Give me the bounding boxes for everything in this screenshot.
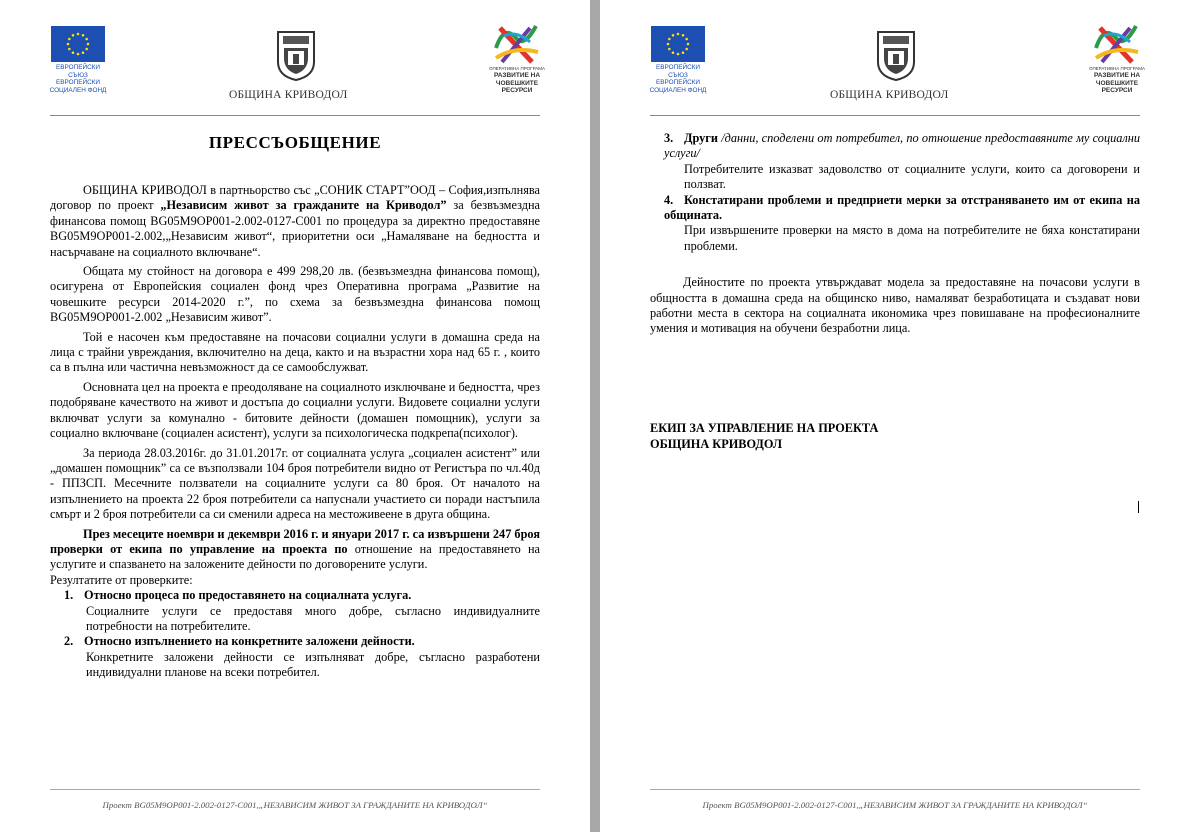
municipality-name: ОБЩИНА КРИВОДОЛ <box>830 89 949 101</box>
paragraph-target: Той е насочен към предоставяне на почасови социални услуги в домашна среда на лица с трайни увреждания, включително на деца, както и на възрастни хора над 65 г. , които са в пълна или частична невъзможност да се самообслужват. <box>50 329 540 375</box>
paragraph-closing: Дейностите по проекта утвърждават модела за предоставяне на почасови услуги в общността в домашна среда на общинско ниво, намаляват безработицата и създават нови работни места в сектора на социалната икономика чрез повишаване на професионалните умения и мотивация на обучени безработни лица. <box>650 275 1140 336</box>
footer-divider <box>50 789 540 790</box>
list-item-body: Потребителите изказват задоволство от социалните услуги, които са договорени и ползват. <box>684 161 1140 192</box>
paragraph-intro: ОБЩИНА КРИВОДОЛ в партньорство със „СОНИК СТАРТ”ООД – София,изпълнява договор по проект „Независим живот за гражданите на Криводол” за безвъзмездна финансова помощ BG05M9OP001-2.002-0127-C001 по процедура за директно предоставяне BG05M9OP001-2.002,„Независим живот“, приоритетни оси „Намаляване на бедността и насърчаване на социалното включване“. <box>50 183 541 259</box>
header-divider <box>50 115 540 116</box>
list-item-body: При извършените проверки на място в дома на потребителите не бяха констатирани проблеми. <box>684 223 1140 253</box>
municipality-name: ОБЩИНА КРИВОДОЛ <box>229 89 348 101</box>
municipality-crest-icon <box>875 28 917 82</box>
list-item-heading: 1. Относно процеса по предоставянето на социалната услуга. <box>64 588 412 603</box>
page-header <box>600 0 1191 120</box>
document-page-1[interactable] <box>0 0 590 832</box>
footer-divider <box>650 789 1140 790</box>
team-line: ЕКИП ЗА УПРАВЛЕНИЕ НА ПРОЕКТА <box>650 421 879 435</box>
page-footer: Проект BG05M9OP001-2.002-0127-C001,„НЕЗАВИСИМ ЖИВОТ ЗА ГРАЖДАНИТЕ НА КРИВОДОЛ“ <box>702 800 1088 810</box>
eu-flag-icon <box>651 26 705 62</box>
page-title: ПРЕССЪОБЩЕНИЕ <box>208 133 382 152</box>
paragraph-checks: През месеците ноември и декември 2016 г. и януари 2017 г. са извършени 247 броя проверки от екипа по управление на проекта по отношение на предоставянето на услугите и спазването на заложените дейности по договорените услуги. <box>50 526 541 572</box>
list-item-heading: 2. Относно изпълнението на конкретните заложени дейности. <box>64 634 415 649</box>
press-release-body[interactable] <box>50 183 540 681</box>
hrd-programme-logo-icon <box>1090 18 1144 68</box>
eu-flag-icon <box>51 26 105 62</box>
hrd-programme-caption: ОПЕРАТИВНА ПРОГРАМА РАЗВИТИЕ НА ЧОВЕШКИТЕ РЕСУРСИ <box>1088 66 1146 95</box>
page-gap <box>590 0 600 832</box>
municipality-crest-icon <box>275 28 317 82</box>
eu-caption: ЕВРОПЕЙСКИ СЪЮЗ ЕВРОПЕЙСКИ СОЦИАЛЕН ФОНД <box>49 64 107 94</box>
header-divider <box>650 115 1140 116</box>
results-label: Резултатите от проверките: <box>50 572 193 587</box>
press-release-continuation[interactable] <box>650 131 1140 337</box>
hrd-programme-logo-icon <box>490 18 544 68</box>
team-line: ОБЩИНА КРИВОДОЛ <box>650 436 783 451</box>
list-item-body: Конкретните заложени дейности се изпълняват добре, съгласно разработени индивидуални планове на всеки потребител. <box>86 649 540 680</box>
signature-block <box>650 421 878 452</box>
eu-caption: ЕВРОПЕЙСКИ СЪЮЗ ЕВРОПЕЙСКИ СОЦИАЛЕН ФОНД <box>649 64 707 94</box>
paragraph-goal: Основната цел на проекта е преодоляване на социалното изключване и бедността, чрез подобряване качеството на живот и достъпа до социални услуги. Видовете социални услуги включват услуги за комунално - битовите дейности (домашен помощник), услуги за социално включване (социален асистент), услуги за психологическа подкрепа(психолог). <box>50 379 540 441</box>
hrd-programme-caption: ОПЕРАТИВНА ПРОГРАМА РАЗВИТИЕ НА ЧОВЕШКИТЕ РЕСУРСИ <box>488 66 546 95</box>
text-cursor <box>1138 501 1139 513</box>
list-item-heading: 4. Констатирани проблеми и предприети мерки за отстраняването им от екипа на общината. <box>664 192 1140 223</box>
paragraph-period: За периода 28.03.2016г. до 31.01.2017г. от социалната услуга „социален асистент” или „домашен помощник” са се възползвали 104 броя потребители видно от Регистъра по чл.40д - ППЗСП. Месечните ползватели на социалните услуги са 80 броя. От началото на изпълнението на проекта 22 броя потребители са напуснали участието си поради настъпила смърт и 2 броя потребители са си сменили адреса на местоживеене в друга община. <box>50 445 540 522</box>
page-header <box>0 0 590 120</box>
document-page-2[interactable] <box>600 0 1191 832</box>
paragraph-value: Общата му стойност на договора е 499 298,20 лв. (безвъзмездна финансова помощ), осигурена от Европейския социален фонд чрез Оперативна програма „Развитие на човешките ресурси 2014-2020 г.”, по схема за безвъзмездна финансова помощ BG05M9OP001-2.002 „Независим живот”. <box>50 264 540 325</box>
list-item-heading: 3. Други /данни, споделени от потребител, по отношение предоставяните му социални услуги/ <box>664 131 1140 161</box>
page-footer: Проект BG05M9OP001-2.002-0127-C001,„НЕЗАВИСИМ ЖИВОТ ЗА ГРАЖДАНИТЕ НА КРИВОДОЛ“ <box>102 800 488 810</box>
list-item-body: Социалните услуги се предоставя много добре, съгласно индивидуалните потребности на потребителите. <box>86 603 540 633</box>
